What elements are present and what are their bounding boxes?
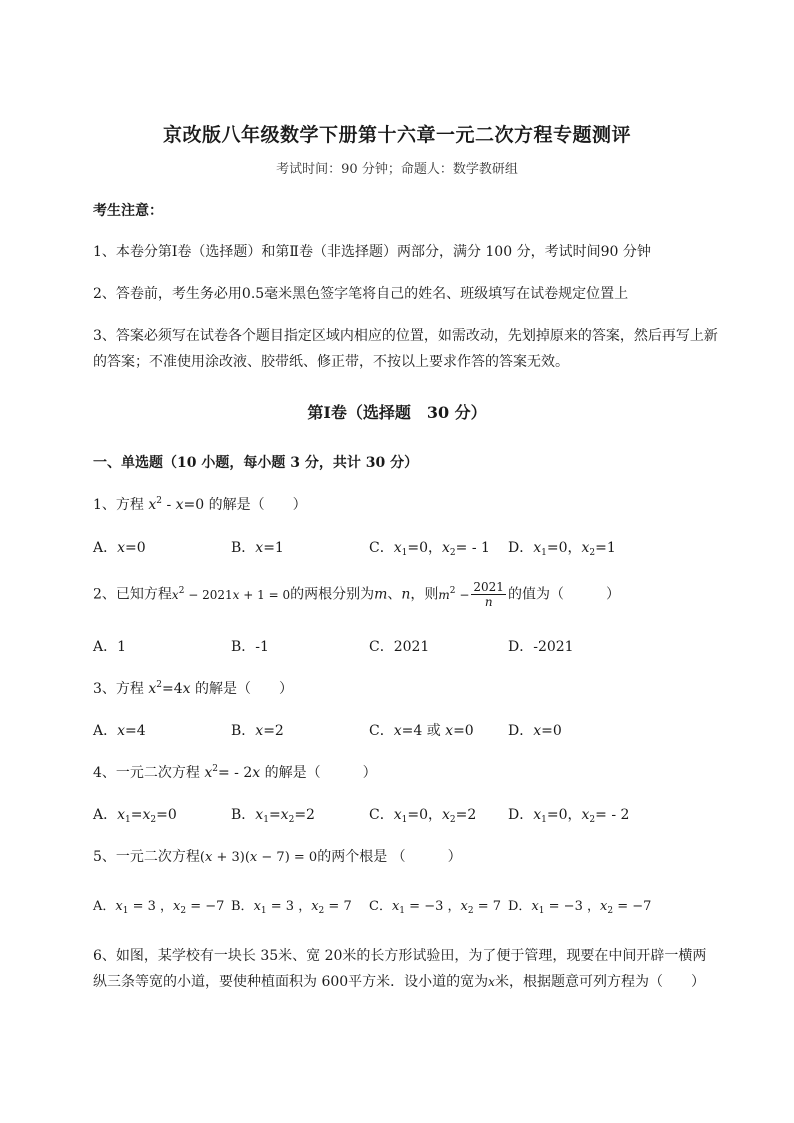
option-b[interactable]: B．x=1: [231, 540, 284, 556]
fraction: $\frac{2021}{n}$: [473, 580, 504, 609]
notice-item: 的答案；不准使用涂改液、胶带纸、修正带，不按以上要求作答的答案无效。: [93, 354, 569, 370]
option-a[interactable]: A．$x_1=x_2=0$: [93, 807, 177, 825]
notice-item: 3、答案必须写在试卷各个题目指定区域内相应的位置，如需改动，先划掉原来的答案，然后再写上新: [93, 328, 718, 344]
question-1: 1、方程 $x^2 - x=0$ 的解是（ ）: [93, 496, 307, 513]
option-c[interactable]: C．$x_1=0$，$x_2= - 1$: [369, 540, 490, 558]
option-d[interactable]: D．x=0: [508, 723, 562, 739]
notice-item: 2、答卷前，考生务必用0.5毫米黑色签字笔将自己的姓名、班级填写在试卷规定位置上: [93, 286, 629, 302]
option-c[interactable]: C．$x_1=0$，$x_2=2$: [369, 807, 477, 825]
option-a[interactable]: A．x=0: [93, 540, 146, 556]
option-d[interactable]: D．$x_1=0$，$x_2=1$: [508, 540, 616, 558]
option-b[interactable]: B．$x_1 = 3$ ，$x_2 = 7$: [231, 899, 352, 916]
option-c[interactable]: C．2021: [369, 639, 430, 655]
option-c[interactable]: C．$x_1 = -3$ ，$x_2 = 7$: [369, 899, 502, 916]
option-a[interactable]: A．1: [93, 639, 127, 655]
exam-info: 考试时间：90 分钟；命题人：数学教研组: [276, 162, 518, 177]
option-c[interactable]: C．x=4 或 x=0: [369, 723, 474, 739]
page-title: 京改版八年级数学下册第十六章一元二次方程专题测评: [162, 124, 631, 146]
option-d[interactable]: D．-2021: [508, 639, 574, 655]
option-b[interactable]: B．$x_1=x_2=2$: [231, 807, 315, 825]
option-b[interactable]: B．x=2: [231, 723, 284, 739]
option-a[interactable]: A．x=4: [93, 723, 146, 739]
question-6: 6、如图，某学校有一块长 35米、宽 20米的长方形试验田，为了便于管理，现要在中间开辟一横两: [93, 948, 707, 964]
option-b[interactable]: B．-1: [231, 639, 269, 655]
part-heading: 一、单选题（10 小题，每小题 3 分，共计 30 分）: [93, 455, 419, 471]
question-6-cont: 纵三条等宽的小道，要使种植面积为 600平方米．设小道的宽为x米，根据题意可列方程为（ ）: [93, 974, 705, 990]
option-d[interactable]: D．$x_1 = -3$ ，$x_2 = -7$: [508, 899, 652, 916]
question-4: 4、一元二次方程 $x^2= - 2x$ 的解是（ ）: [93, 764, 377, 781]
option-d[interactable]: D．$x_1=0$，$x_2= - 2$: [508, 807, 630, 825]
question-3: 3、方程 $x^2=4x$ 的解是（ ）: [93, 680, 293, 697]
option-a[interactable]: A．$x_1 = 3$ ，$x_2 = -7$: [93, 899, 225, 916]
notice-heading: 考生注意：: [93, 203, 163, 219]
question-2: 2、已知方程$x^2 - 2021x + 1 = 0$的两根分别为m、n，则$m^2$ − $\frac{2021}{n}$ 的值为（ ）: [93, 580, 620, 609]
question-5: 5、一元二次方程(x + 3)(x − 7) = 0的两个根是 （ ）: [93, 849, 462, 865]
section-title: 第Ⅰ卷（选择题 30 分）: [307, 403, 487, 422]
notice-item: 1、本卷分第Ⅰ卷（选择题）和第Ⅱ卷（非选择题）两部分，满分 100 分，考试时间90 分钟: [93, 244, 651, 260]
